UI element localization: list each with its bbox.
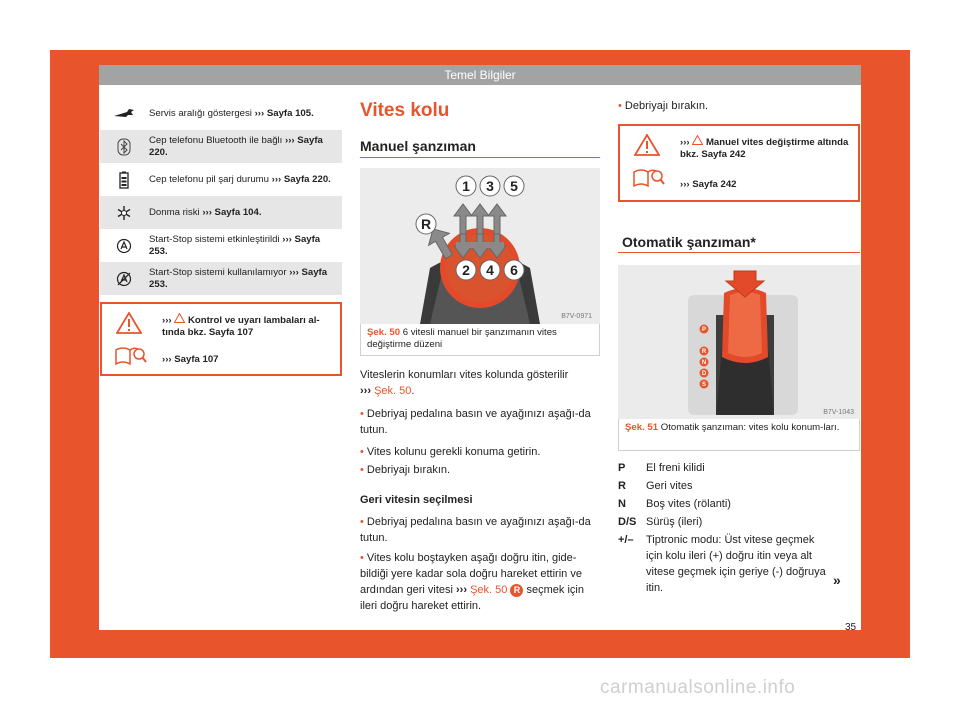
warning-small-icon [174,313,185,323]
svg-text:1: 1 [462,178,470,194]
bluetooth-icon [100,138,147,156]
wrench-icon [100,108,147,120]
indicator-table [100,97,342,295]
svg-text:3: 3 [486,178,494,194]
list-item: • Vites kolu boştayken aşağı doğru itin, gide-bildiği yere kadar sola doğru hareket ettirin ve ardından geri vitesi ››› Şek. 50 R seçmek için ileri doğru hareket ettirin. [360,552,584,612]
svg-text:6: 6 [510,262,518,278]
list-item: • Debriyaj pedalına basın ve ayağınızı aşağı-da tutun. [360,516,591,544]
list-item: P El freni kilidi [618,462,705,474]
book-magnifier-icon [114,344,148,371]
table-row: Start-Stop sistemi kullanılamıyor ››› Sayfa 253. [100,262,342,295]
gear-number-4 [480,260,500,280]
table-row: Servis aralığı göstergesi ››› Sayfa 105. [100,97,342,130]
svg-text:R: R [420,216,432,232]
figure-caption: Şek. 50 6 vitesli manuel bir şanzımanın vites değiştirme düzeni [360,324,600,356]
gate-letter-n [700,358,709,367]
svg-text:P: P [701,327,707,333]
table-row: Cep telefonu pil şarj durumu ››› Sayfa 220. [100,163,342,196]
divider [360,157,600,158]
list-item: +/– Tiptronic modu: Üst vitese geçmek için kolu ileri (+) doğru itin veya alt vitese geçmek için geriye (-) doğruya itin. [618,534,826,594]
svg-text:D: D [701,371,707,377]
gear-position-list [618,460,862,598]
gear-number-1 [456,176,476,196]
svg-text:2: 2 [462,262,470,278]
warning-box: ››› Manuel vites değiştirme altında bkz. Sayfa 242 ››› Sayfa 242 [618,124,860,202]
reverse-heading: Geri vitesin seçilmesi [360,494,473,506]
gear-number-r [416,214,436,234]
gear-r-badge: R [510,584,523,597]
phone-battery-icon [100,171,147,189]
intro-text: Viteslerin konumları vites kolunda gösterilir ››› Şek. 50. [360,369,569,397]
gate-letter-p [700,325,709,334]
warning-triangle-icon [634,134,660,161]
section-subtitle: Otomatik şanzıman* [622,234,756,250]
page-number: 35 [845,622,857,633]
section-subtitle: Manuel şanzıman [360,138,476,154]
figure-automatic-gearbox [618,265,860,419]
list-item: D/S Sürüş (ileri) [618,516,703,528]
svg-text:4: 4 [486,262,494,278]
list-item: • Vites kolunu gerekli konuma getirin. [360,446,541,458]
svg-text:R: R [701,349,707,355]
page-header: Temel Bilgiler [99,65,861,85]
list-item: R Geri vites [618,480,693,492]
list-item: N Boş vites (rölanti) [618,498,731,510]
gate-letter-d [700,369,709,378]
start-stop-off-icon [100,271,147,287]
list-item: • Debriyajı bırakın. [618,100,709,112]
figure-caption: Şek. 51 Otomatik şanzıman: vites kolu konum-ları. [618,419,860,451]
table-row: Donma riski ››› Sayfa 104. [100,196,342,229]
figure-code: B7V-1043 [823,409,854,416]
divider [618,252,860,253]
gate-letter-r [700,347,709,356]
gear-number-2 [456,260,476,280]
warning-box: ››› Kontrol ve uyarı lambaları al-tında bkz. Sayfa 107 ››› Sayfa 107 [100,302,342,376]
snowflake-icon [100,205,147,221]
continue-marker: » [833,572,841,588]
gate-letter-s [700,380,709,389]
figure-code: B7V-0971 [561,313,592,320]
section-title: Vites kolu [360,100,450,121]
list-item: • Debriyajı bırakın. [360,464,451,476]
figure-manual-gearbox [360,168,600,324]
gear-number-3 [480,176,500,196]
gear-number-6 [504,260,524,280]
warning-triangle-icon [116,312,142,339]
gear-number-5 [504,176,524,196]
svg-text:5: 5 [510,178,518,194]
svg-text:S: S [701,382,707,388]
svg-text:N: N [701,360,707,366]
book-magnifier-icon [632,166,666,193]
list-item: • Debriyaj pedalına basın ve ayağınızı aşağı-da tutun. [360,408,591,436]
watermark: carmanualsonline.info [600,677,796,698]
start-stop-icon [100,238,147,254]
warning-small-icon [692,135,703,145]
table-row: Cep telefonu Bluetooth ile bağlı ››› Sayfa 220. [100,130,342,163]
table-row: Start-Stop sistemi etkinleştirildi ››› Sayfa 253. [100,229,342,262]
